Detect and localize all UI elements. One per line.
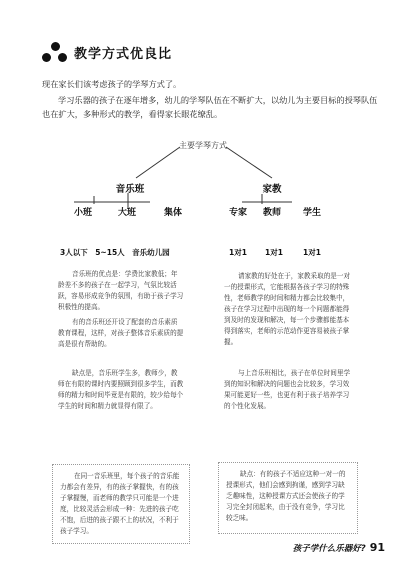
diagram-root: 主要学琴方式 — [179, 141, 227, 150]
right-note-text: 缺点：有的孩子不适应这种一对一的授课形式，他们会感到拘谨，感到学习缺乏趣味性，这种授课方式还会使孩子的学习完全封闭起来，由于没有竞争，学习比较乏味。 — [226, 470, 346, 522]
left-note-box — [52, 464, 190, 544]
left-paragraph-courses: 有的音乐班还开设了配套的音乐素质教育课程，这样，对孩子整体音乐素质的提高是很有帮助的。 — [58, 318, 184, 348]
diagram-row-label-left: 3人以下 5~15人 音乐幼儿园 — [60, 248, 170, 257]
page-number: 91 — [369, 541, 385, 554]
diagram-row-label-teacher: 1对1 — [265, 248, 283, 257]
diagram-group-music-class: 音乐班 — [115, 184, 145, 195]
diagram-leaf-teacher: 教师 — [262, 208, 281, 218]
right-paragraph-advantages: 请家教的好处在于，家教采取的是一对一的授课形式，它能根据各孩子学习的特殊性，老师教学的时间和精力都会比较集中，孩子在学习过程中出现的每一个问题都能得到及时的发现和解决，每一个步骤都能基本得到落实，老师的示范动作更容易被孩子掌握。 — [224, 272, 351, 346]
diagram-group-home-tutor: 家教 — [262, 184, 282, 195]
diagram-leaf-big-class: 大班 — [117, 208, 136, 218]
left-paragraph-disadvantages: 缺点是，音乐班学生多，教师少，教师在有限的课时内要照顾到很多学生，而教师的精力和时间毕竟是有限的，较少给每个学生的时间和精力就显得有限了。 — [58, 369, 184, 410]
diagram-leaf-group: 集体 — [163, 208, 182, 218]
right-note-box — [218, 462, 358, 534]
footer-book-title: 孩子学什么乐器好? — [292, 544, 366, 554]
right-paragraph-comparison: 与上音乐班相比，孩子在单位时间里学到的知识和解决的问题也会比较多，学习效果可能更好一些，也更有利于孩子培养学习的个性化发展。 — [224, 369, 351, 410]
diagram-leaf-student: 学生 — [302, 208, 321, 218]
right-column — [224, 271, 352, 412]
diagram-leaf-small-class: 小班 — [73, 208, 92, 218]
left-note-text: 在同一音乐班里，每个孩子的音乐能力都会有差异，有的孩子掌握快，有的孩子掌握慢，而老师的教学只可能是一个进度，比较灵活会形成一种：先进的孩子吃不饱，后进的孩子跟不上的状况，不利于孩子学习。 — [60, 472, 180, 535]
intro-paragraph: 学习乐器的孩子在逐年增多，幼儿的学琴队伍在不断扩大，以幼儿为主要目标的授琴队伍也在扩大，多种形式的教学，看得家长眼花缭乱。 — [42, 95, 378, 119]
diagram-row-label-student: 1对1 — [303, 248, 321, 257]
page-footer — [293, 541, 385, 554]
left-column — [58, 269, 184, 412]
diagram-leaf-expert: 专家 — [228, 208, 247, 218]
diagram-row-label-expert: 1对1 — [229, 248, 247, 257]
left-paragraph-advantages: 音乐班的优点是：学费比家教低；年龄差不多的孩子在一起学习，气氛比较活跃，容易形成竞争的氛围，有助于孩子学习积极性的提高。 — [58, 270, 184, 311]
page-title: 教学方式优良比 — [74, 47, 173, 62]
intro-line-1: 现在家长们该考虑孩子的学琴方式了。 — [42, 79, 182, 89]
